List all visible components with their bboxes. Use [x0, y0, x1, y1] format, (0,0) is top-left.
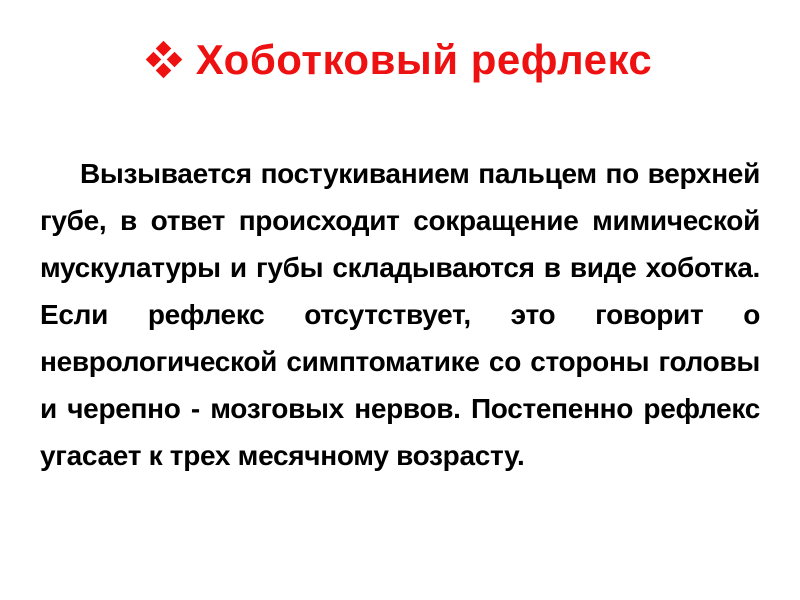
slide-title-text: Хоботковый рефлекс	[195, 36, 653, 83]
four-diamonds-icon	[148, 43, 180, 77]
diamond-shape	[156, 41, 172, 57]
body-paragraph: Вызывается постукиванием пальцем по верхней губе, в ответ происходит сокращение мимической мускулатуры и губы складываются в виде хоботка. Если рефлекс отсутствует, это говорит о неврологической симптоматике со стороны головы и черепно - мозговых нервов. Постепенно рефлекс угасает к трех месячному возрасту.	[40, 158, 760, 471]
slide-title-row	[0, 32, 800, 88]
diamond-shape	[145, 52, 161, 68]
diamond-shape	[156, 63, 172, 79]
diamond-shape	[166, 52, 182, 68]
